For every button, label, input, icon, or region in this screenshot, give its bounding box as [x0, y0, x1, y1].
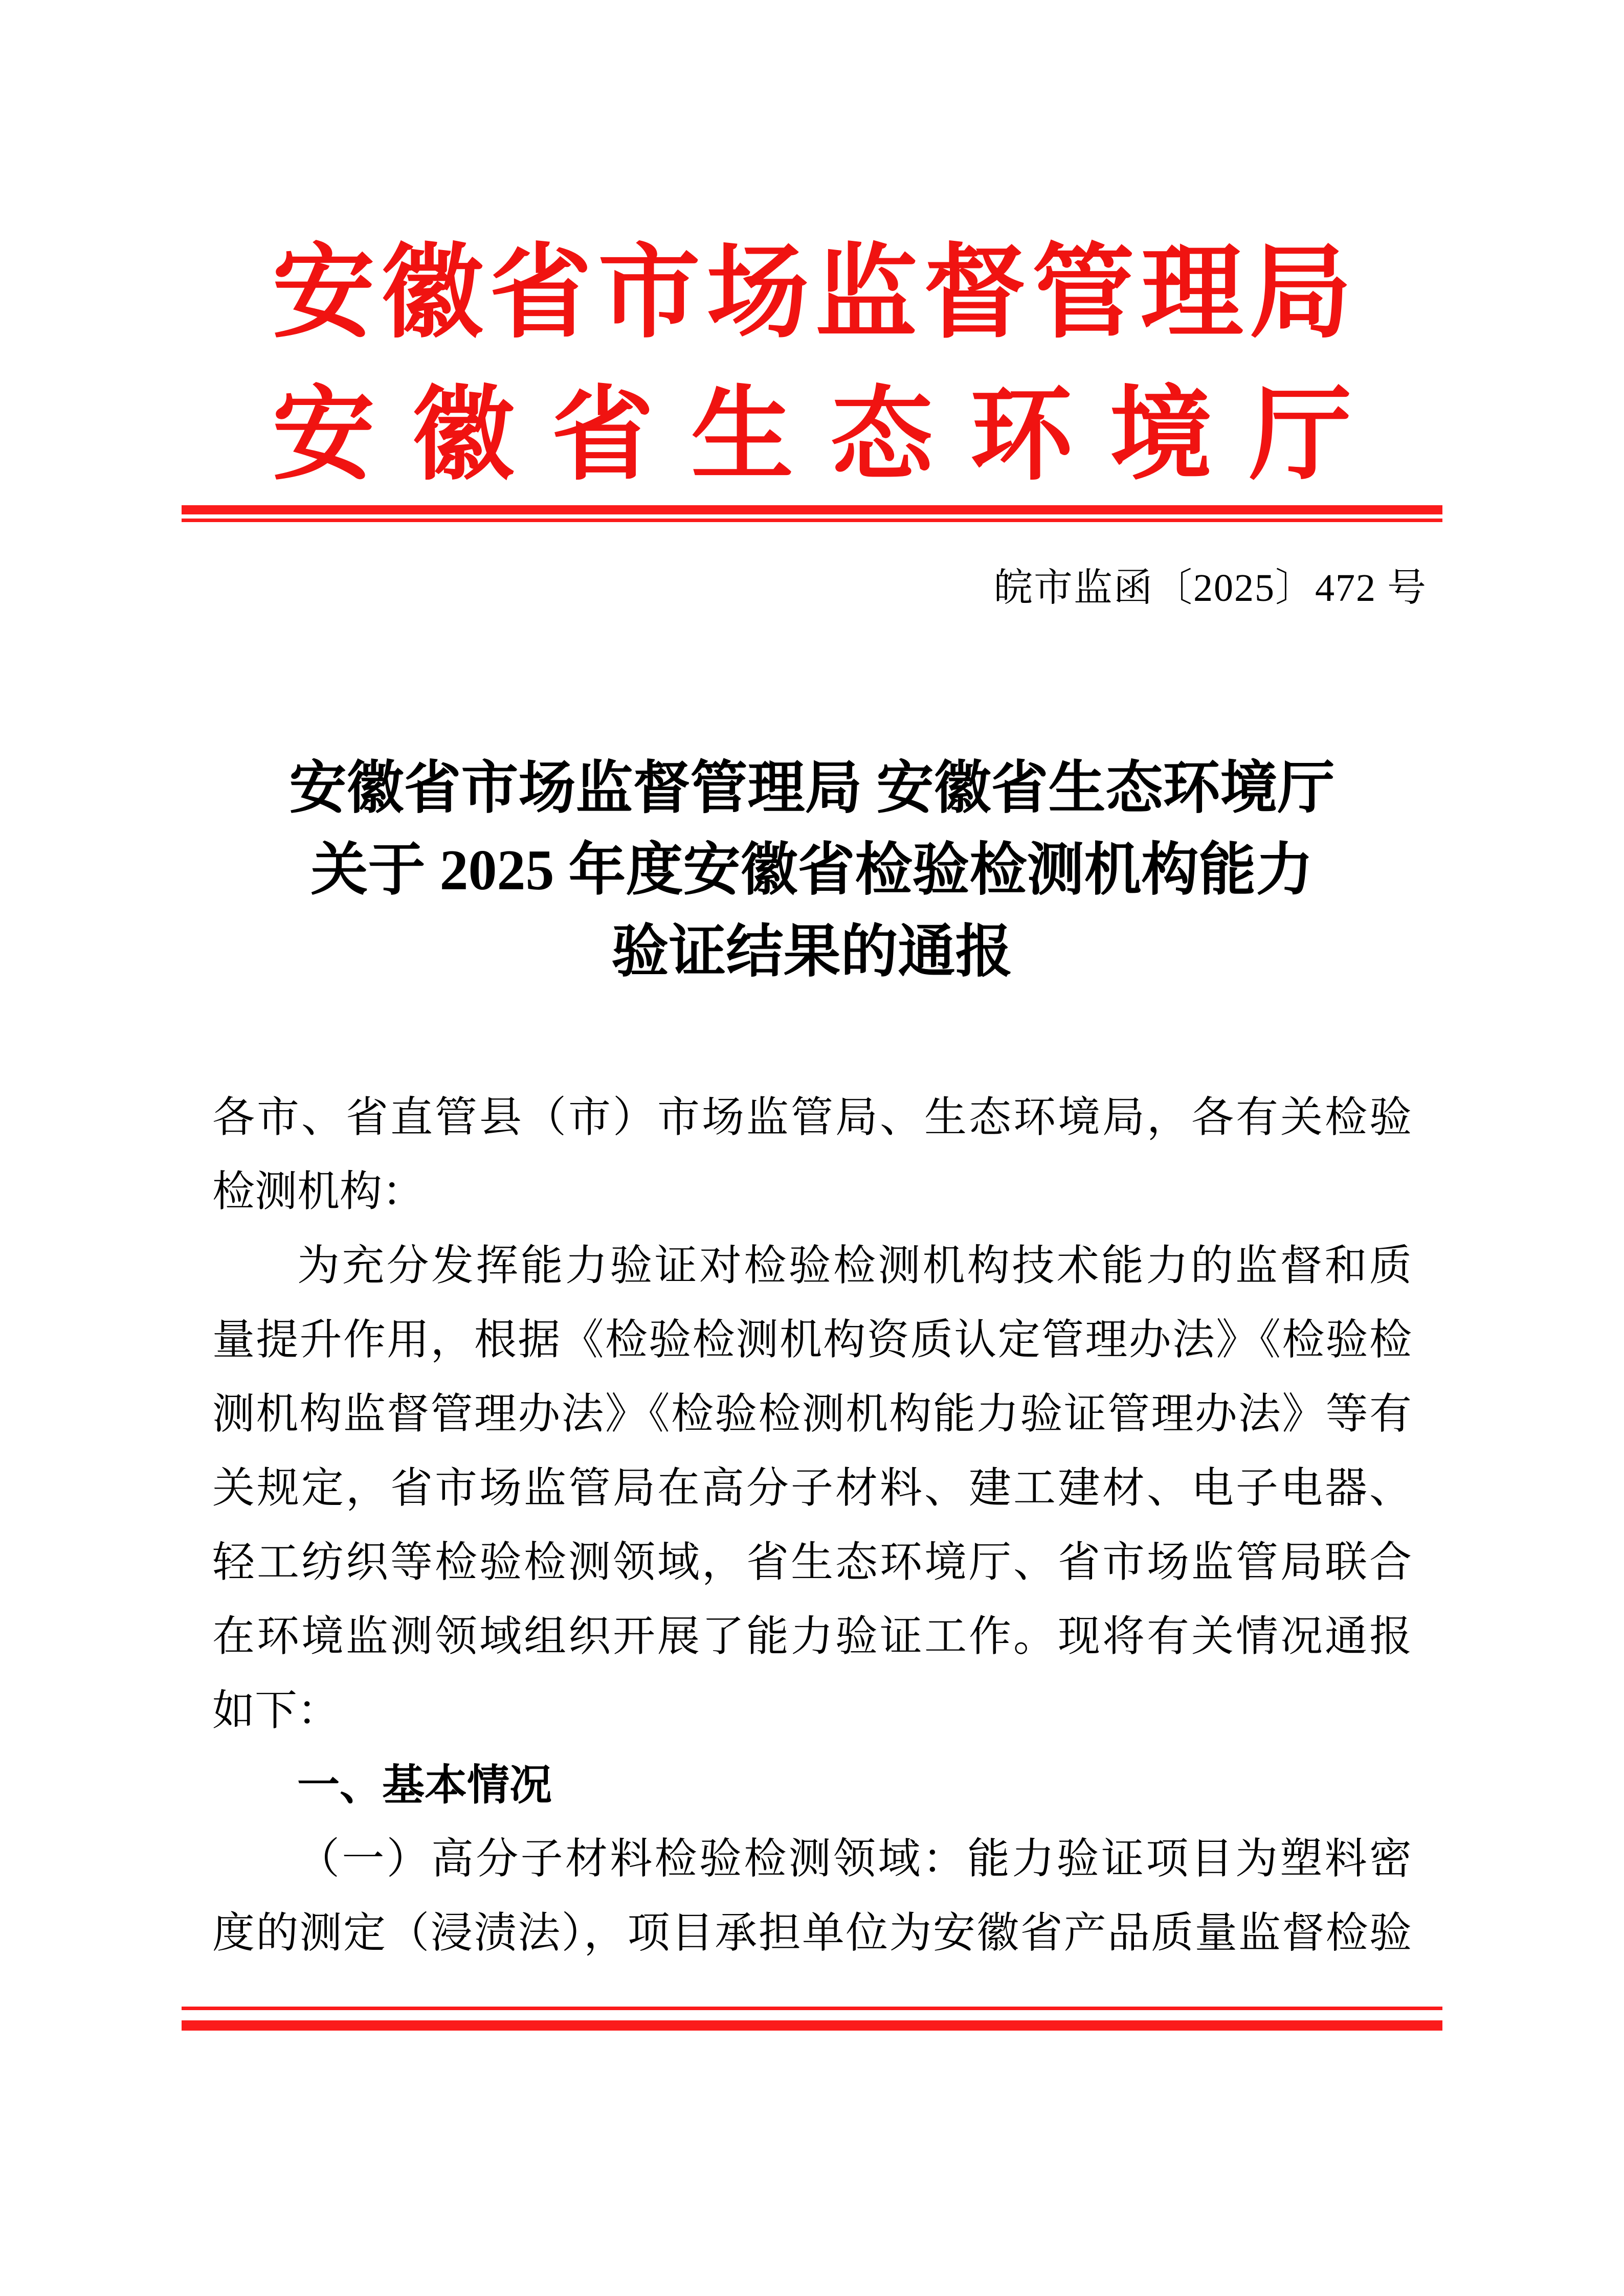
document-title: [0, 748, 1624, 993]
letterhead-agency-line-2: 安徽省生态环境厅: [272, 379, 1352, 492]
title-line-2: 关于 2025 年度安徽省检验检测机构能力: [310, 839, 1314, 902]
salutation-line-1: 各市、省直管县（市）市场监管局、生态环境局，各有关检验: [212, 1094, 1412, 1141]
paragraph-line: 为充分发挥能力验证对检验检测机构技术能力的监督和质: [297, 1242, 1412, 1289]
title-line-1: 安徽省市场监督管理局 安徽省生态环境厅: [289, 757, 1335, 820]
footer-rule-thin: [182, 2007, 1442, 2010]
title-line-3: 验证结果的通报: [611, 920, 1013, 984]
paragraph-line: 测机构监督管理办法》《检验检测机构能力验证管理办法》等有: [212, 1390, 1412, 1437]
paragraph-line: 如下：: [212, 1687, 340, 1734]
paragraph-line: 轻工纺织等检验检测领域，省生态环境厅、省市场监管局联合: [212, 1539, 1412, 1586]
paragraph-line: 在环境监测领域组织开展了能力验证工作。现将有关情况通报: [212, 1613, 1412, 1660]
paragraph-line: 关规定，省市场监管局在高分子材料、建工建材、电子电器、: [212, 1465, 1412, 1512]
letterhead-rule-thin: [182, 519, 1442, 522]
paragraph-line: 量提升作用，根据《检验检测机构资质认定管理办法》《检验检: [212, 1316, 1412, 1363]
paragraph-line: 度的测定（浸渍法），项目承担单位为安徽省产品质量监督检验: [212, 1909, 1412, 1956]
paragraph-line: （一）高分子材料检验检测领域：能力验证项目为塑料密: [297, 1835, 1412, 1882]
salutation-line-2: 检测机构：: [212, 1168, 425, 1215]
section-heading: 一、基本情况: [297, 1760, 552, 1810]
letterhead-rule-thick: [182, 505, 1442, 514]
document-body: [212, 1081, 1412, 1970]
letterhead-agency-line-1: 安徽省市场监督管理局: [272, 237, 1352, 350]
document-number: 皖市监函〔2025〕472 号: [994, 567, 1427, 610]
footer-rule-thick: [182, 2020, 1442, 2031]
